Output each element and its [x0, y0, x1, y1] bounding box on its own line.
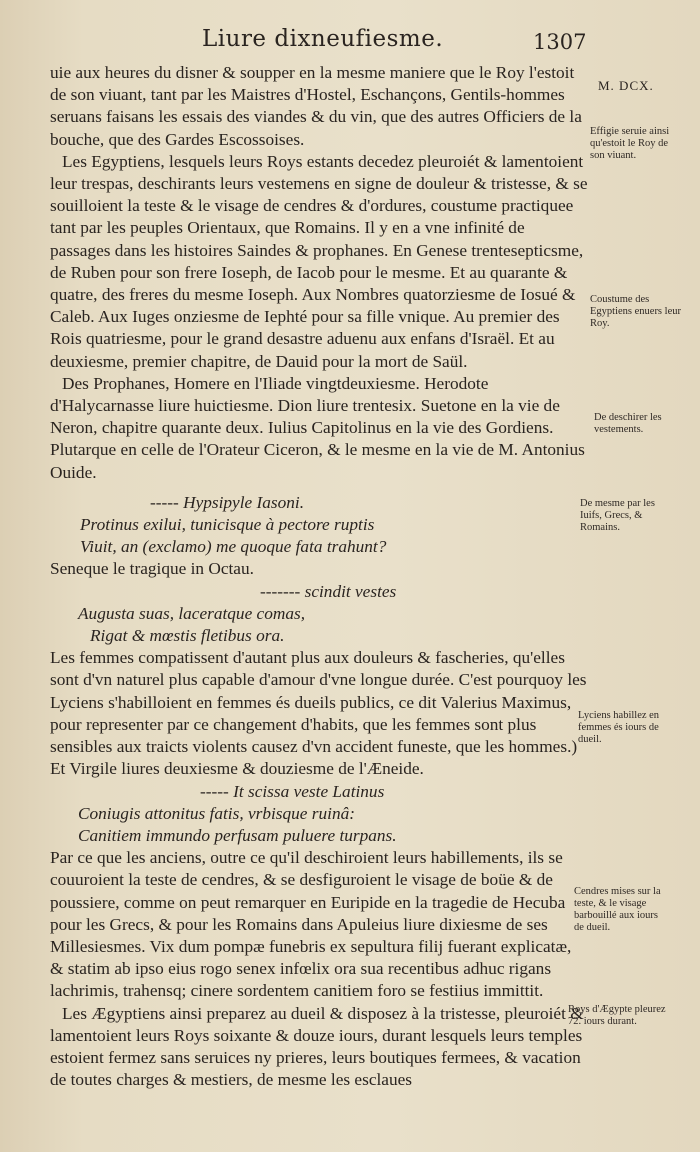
page-number: 1307 [533, 30, 587, 54]
verse-line: Viuit, an (exclamo) me quoque fata trahunt? [80, 537, 387, 557]
margin-year: M. DCX. [598, 78, 654, 93]
seneque-reference: Seneque le tragique in Octau. [50, 559, 254, 579]
verse-heading-scindit: ------- scindit vestes [260, 581, 397, 601]
main-text-column [50, 62, 588, 1091]
verse-heading-hypsipyle: ----- Hypsipyle Iasoni. [150, 492, 305, 512]
paragraph-aegyptiens: Les Ægyptiens ainsi preparez au dueil & disposez à la tristesse, pleuroiét & lamentoient leurs Roys soixante & douze iours, durant lesquels leurs temples estoient fermez sans seruices ny prieres, leurs boutiques fermees, & vacation de toutes charges & mestiers, de mesme les esclaues [50, 1003, 584, 1090]
paragraph-femmes: Les femmes compatissent d'autant plus aux douleurs & fascheries, qu'elles sont d'vn naturel plus capable d'amour d'vne longue durée. C'est pourquoy les Lyciens s'habilloient en femmes és dueils publics, ce dit Valerius Maximus, pour representer par ce changement d'habits, que les femmes sont plus sensibles aux traicts violents causez d'vn accident funeste, que les hommes.) Et Virgile liures deuxiesme & douziesme de l'Æneide. [50, 648, 587, 779]
running-header-title: Liure dixneufiesme. [202, 26, 444, 52]
paragraph-egyptiens: Les Egyptiens, lesquels leurs Roys estants decedez pleuroiét & lamentoient leur trespas, deschirants leurs vestemens en signe de douleur & tristesse, & se souilloient la teste & le visage de cendres & d'ordures, coustume practiquee tant par les peuples Orientaux, que Romains. Il y en a vne infinité de passages dans les histoires Saindes & prophanes. En Genese trentesepticsme, de Ruben pour son frere Ioseph, de Iacob pour le mesme. Et au quarante & quatre, des freres du mesme Ioseph. Aux Nombres quatorziesme de Iosué & Caleb. Aux Iuges onziesme de Iephté pour sa fille vnique. Au premier des Rois quatriesme, pour le grand desastre aduenu aux enfans d'Israël. Et au deuxiesme, premier chapitre, de Dauid pour la mort de Saül. [50, 151, 588, 371]
margin-note-roys-aegypte: Roys d'Ægypte pleurez 72. iours durant. [568, 1004, 666, 1027]
margin-note-lyciens: Lyciens habillez en femmes és iours de dueil. [578, 710, 660, 745]
paragraph-prophanes: Des Prophanes, Homere en l'Iliade vingtdeuxiesme. Herodote d'Halycarnasse liure huictiesme. Dion liure trentesix. Suetone en la vie de Neron, chapitre quarante deux. Iulius Capitolinus en la vie des Gordiens. Plutarque en celle de l'Orateur Ciceron, & le mesme en la vie de M. Antonius Ouide. [50, 373, 585, 482]
margin-note-coustume: Coustume des Egyptiens enuers leur Roy. [590, 294, 681, 329]
verse-line: Canitiem immundo perfusam puluere turpans. [78, 825, 397, 845]
margin-note-iuifs-grecs: De mesme par les Iuifs, Grecs, & Romains. [580, 498, 655, 533]
paragraph-continuation: uie aux heures du disner & soupper en la mesme maniere que le Roy l'estoit de son viuant, tant par les Maistres d'Hostel, Eschançons, Gentils-hommes seruans faisans les essais des viandes & du vin, que des autres Officiers de la bouche, que des Gardes Escossoises. [50, 63, 582, 149]
verse-heading-latinus: ----- It scissa veste Latinus [200, 781, 385, 801]
margin-note-deschirer: De deschirer les vestements. [594, 412, 662, 435]
verse-line: Protinus exilui, tunicisque à pectore ruptis [80, 515, 375, 535]
margin-note-cendres: Cendres mises sur la teste, & le visage barbouillé aux iours de dueil. [574, 886, 661, 933]
verse-line: Coniugis attonitus fatis, vrbisque ruinâ: [78, 803, 355, 823]
margin-note-effigie: Effigie seruie ainsi qu'estoit le Roy de son viuant. [590, 126, 670, 161]
verse-line: Augusta suas, laceratque comas, [78, 603, 306, 623]
paragraph-anciens: Par ce que les anciens, outre ce qu'il deschiroient leurs habillements, ils se couuroient la teste de cendres, & se desfiguroient le visage de boüe & de poussiere, comme on peut remarquer en Euripide en la tragedie de Hecuba pour les Grecs, & pour les Romains dans Apuleius liure dixiesme de ses Millesiesmes. Vix dum pompæ funebris ex sepultura filij fuerant explicatæ, & statim ab ipso eius rogo senex infœlix ora sua recentibus adhuc rigans lachrimis, trahensq; cinere sordentem canitiem foro se festiius immittit. [50, 848, 572, 1001]
verse-line: Rigat & mœstis fletibus ora. [90, 626, 285, 646]
